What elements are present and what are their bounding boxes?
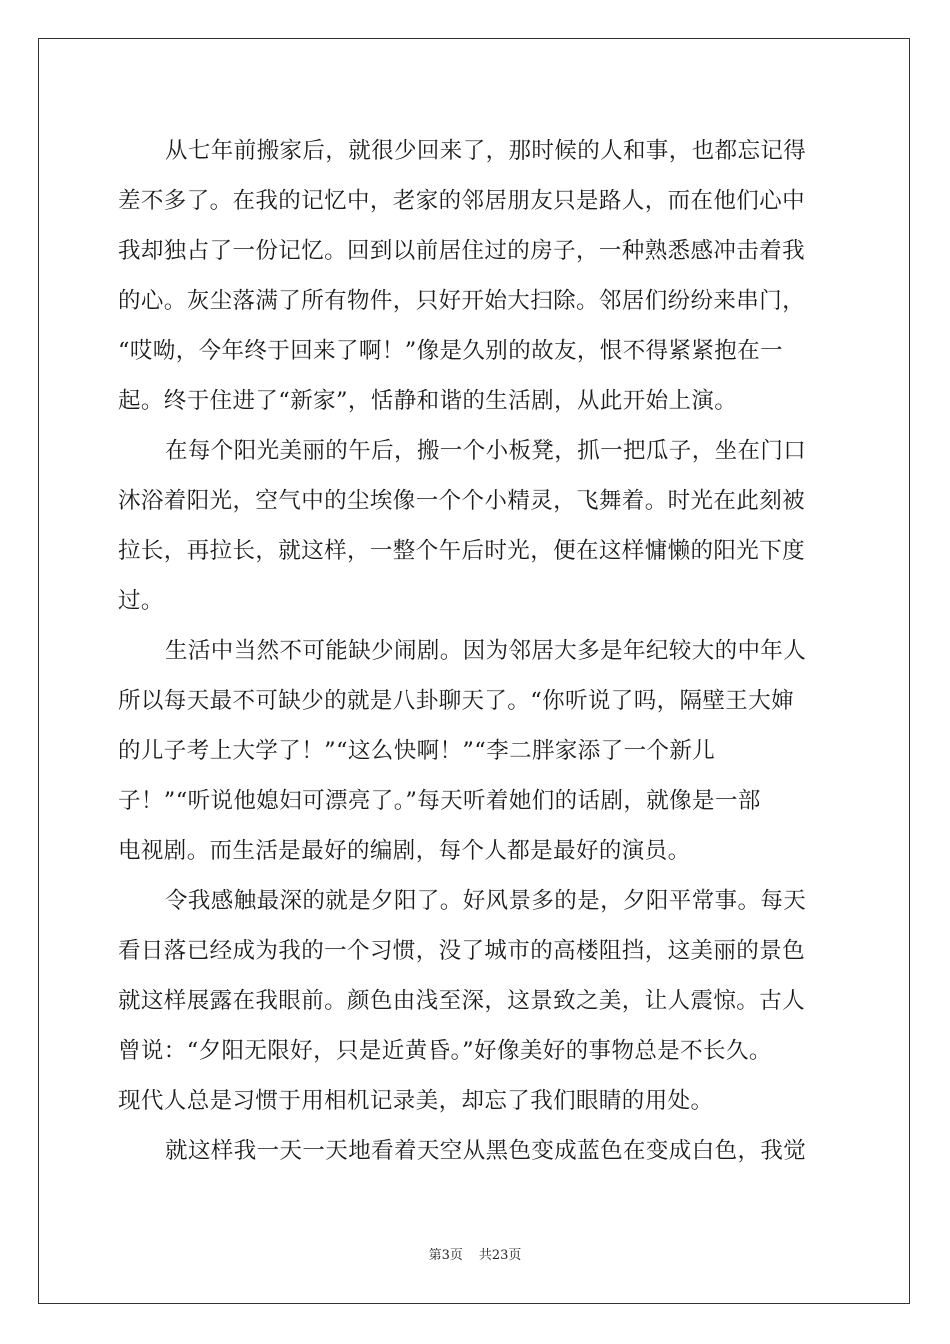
page-footer bbox=[0, 1244, 950, 1263]
text-line: 就这样我一天一天地看着天空从黑色变成蓝色在变成白色，我觉 bbox=[165, 1138, 807, 1164]
text-line: 从七年前搬家后，就很少回来了，那时候的人和事，也都忘记得 bbox=[165, 138, 807, 164]
text-line: 的心。灰尘落满了所有物件，只好开始大扫除。邻居们纷纷来串门， bbox=[118, 288, 806, 314]
text-line: 拉长，再拉长，就这样，一整个午后时光，便在这样慵懒的阳光下度 bbox=[118, 538, 806, 564]
text-line: 的儿子考上大学了！”“这么快啊！”“李二胖家添了一个新儿 bbox=[118, 738, 716, 764]
text-line: 曾说：“夕阳无限好，只是近黄昏。”好像美好的事物总是不长久。 bbox=[118, 1038, 772, 1064]
page-total: 共23页 bbox=[478, 1248, 522, 1263]
text-line: 子！”“听说他媳妇可漂亮了。”每天听着她们的话剧，就像是一部 bbox=[118, 788, 761, 814]
text-line: 差不多了。在我的记忆中，老家的邻居朋友只是路人，而在他们心中 bbox=[118, 188, 806, 214]
text-line: 过。 bbox=[118, 588, 164, 614]
article-body bbox=[118, 126, 830, 1176]
page-number: 第3页 bbox=[428, 1248, 463, 1263]
text-line: 看日落已经成为我的一个习惯，没了城市的高楼阻挡，这美丽的景色 bbox=[118, 938, 806, 964]
text-line: 生活中当然不可能缺少闹剧。因为邻居大多是年纪较大的中年人 bbox=[165, 638, 807, 664]
text-line: 沐浴着阳光，空气中的尘埃像一个个小精灵，飞舞着。时光在此刻被 bbox=[118, 488, 806, 514]
text-line: 电视剧。而生活是最好的编剧，每个人都是最好的演员。 bbox=[118, 838, 691, 864]
text-line: 在每个阳光美丽的午后，搬一个小板凳，抓一把瓜子，坐在门口 bbox=[165, 438, 807, 464]
text-line: 现代人总是习惯于用相机记录美，却忘了我们眼睛的用处。 bbox=[118, 1088, 714, 1114]
text-line: 令我感触最深的就是夕阳了。好风景多的是，夕阳平常事。每天 bbox=[165, 888, 807, 914]
text-line: 起。终于住进了“新家”，恬静和谐的生活剧，从此开始上演。 bbox=[118, 388, 738, 414]
text-line: 我却独占了一份记忆。回到以前居住过的房子，一种熟悉感冲击着我 bbox=[118, 238, 806, 264]
text-line: 所以每天最不可缺少的就是八卦聊天了。“你听说了吗，隔壁王大婶 bbox=[118, 688, 795, 714]
text-line: “哎呦，今年终于回来了啊！”像是久别的故友，恨不得紧紧抱在一 bbox=[118, 338, 784, 364]
text-line: 就这样展露在我眼前。颜色由浅至深，这景致之美，让人震惊。古人 bbox=[118, 988, 806, 1014]
